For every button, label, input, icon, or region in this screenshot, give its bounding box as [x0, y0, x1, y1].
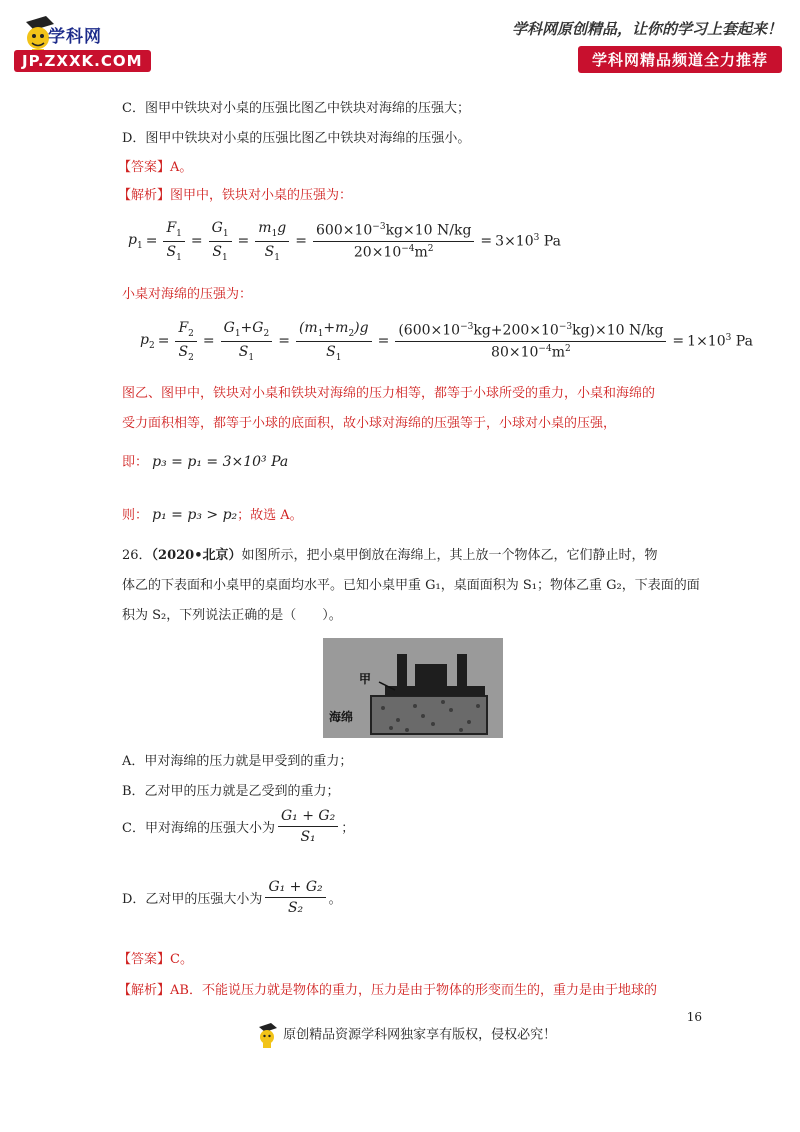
- analysis-2-text: AB．不能说压力就是物体的重力，压力是由于物体的形变而生的，重力是由于地球的: [170, 983, 657, 998]
- answer-1: [118, 158, 192, 178]
- q26-d-tail: 。: [328, 892, 342, 907]
- brand-domain[interactable]: JP.ZXXK.COM: [14, 50, 151, 72]
- footer-copyright: [255, 1022, 556, 1048]
- analysis-1: [118, 186, 352, 206]
- q26-option-d: [122, 879, 342, 916]
- ze-line: [122, 505, 303, 526]
- answer-2: [118, 950, 193, 970]
- q26-source: （2020•北京）: [151, 548, 242, 563]
- analysis-para-2: 受力面积相等，都等于小球的底面积，故小球对海绵的压强等于，小球对小桌的压强，: [122, 416, 617, 431]
- page-number: 16: [686, 1010, 702, 1024]
- q26-option-b: B．乙对甲的压力就是乙受到的重力；: [122, 784, 340, 799]
- q26-option-c: [122, 808, 354, 845]
- q26-line-1: [122, 546, 658, 566]
- analysis-para-1: 图乙、图甲中，铁块对小桌和铁块对海绵的压力相等，都等于小球所受的重力，小桌和海绵的: [122, 386, 656, 401]
- q26-option-d-text: D．乙对甲的压强大小为: [122, 892, 263, 907]
- analysis-2-tag: 【解析】: [118, 983, 171, 998]
- answer-2-value: C。: [170, 952, 193, 967]
- copyright-text: 原创精品资源学科网独家享有版权，侵权必究！: [283, 1027, 557, 1043]
- q26-number: 26．: [122, 548, 152, 563]
- q26-option-c-text: C．甲对海绵的压强大小为: [122, 821, 275, 836]
- equation-p2: $p_2$ = $\frac{F_2}{S_2}$ = $\frac{G_1+G_2}{S_1}$ = $\frac{(m_1+m_2)g}{S_1}$ = $\frac{(600\times 10^{-3}kg+200\times 10^{-3}kg)\times 10 N/kg}{80\times 10^{-4}m^2}$ = $1\times 10^3$ Pa: [140, 320, 753, 363]
- analysis-tag: 【解析】: [118, 188, 171, 203]
- mascot-small-icon: [255, 1022, 279, 1048]
- q26-line-3: 积为 S₂，下列说法正确的是（ ）。: [122, 608, 342, 623]
- q26-text-1: 如图所示，把小桌甲倒放在海绵上，其上放一个物体乙，它们静止时，物: [241, 548, 658, 563]
- answer-tag: 【答案】: [118, 160, 171, 175]
- analysis-2: [118, 981, 657, 1001]
- q26-c-tail: ；: [341, 821, 355, 836]
- q26-option-a: A．甲对海绵的压力就是甲受到的重力；: [122, 754, 353, 769]
- ze-tail: ；故选 A。: [237, 508, 303, 523]
- ji-equation: p₃ = p₁ = 3×10³ Pa: [152, 454, 289, 470]
- ze-equation: p₁ = p₃ > p₂: [152, 507, 238, 523]
- sponge-pressure-text: 小桌对海绵的压强为：: [122, 287, 253, 302]
- channel-banner: 学科网精品频道全力推荐: [578, 46, 782, 73]
- ji-line: [122, 452, 288, 473]
- ji-label: 即：: [122, 455, 149, 470]
- q26-d-numerator: G₁ + G₂: [265, 879, 325, 898]
- fig-label-sponge: 海绵: [329, 710, 354, 724]
- equation-p1: $p_1$ = $\frac{F_1}{S_1}$ = $\frac{G_1}{S_1}$ = $\frac{m_1g}{S_1}$ = $\frac{600\times 10^{-3}kg\times 10 N/kg}{20\times 10^{-4}m^2}$ = $3\times 10^3$ Pa: [128, 220, 561, 263]
- fig-label-jia: 甲: [359, 672, 372, 686]
- analysis-text: 图甲中，铁块对小桌的压强为：: [170, 188, 353, 203]
- option-c: C．图甲中铁块对小桌的压强比图乙中铁块对海绵的压强大；: [122, 101, 470, 116]
- q26-line-2: 体乙的下表面和小桌甲的桌面均水平。已知小桌甲重 G₁，桌面面积为 S₁；物体乙重 G₂，下表面的面: [122, 578, 700, 593]
- slogan: 学科网原创精品，让你的学习上套起来！: [511, 20, 782, 38]
- answer-value: A。: [170, 160, 193, 175]
- brand-name: 学科网: [48, 27, 102, 47]
- q26-d-denominator: S₂: [287, 900, 304, 916]
- sponge-table-figure: [323, 638, 503, 738]
- answer-2-tag: 【答案】: [118, 952, 171, 967]
- option-d: D．图甲中铁块对小桌的压强比图乙中铁块对海绵的压强小。: [122, 131, 471, 146]
- q26-c-denominator: S₁: [300, 829, 316, 845]
- q26-c-numerator: G₁ + G₂: [278, 808, 338, 827]
- ze-label: 则：: [122, 508, 149, 523]
